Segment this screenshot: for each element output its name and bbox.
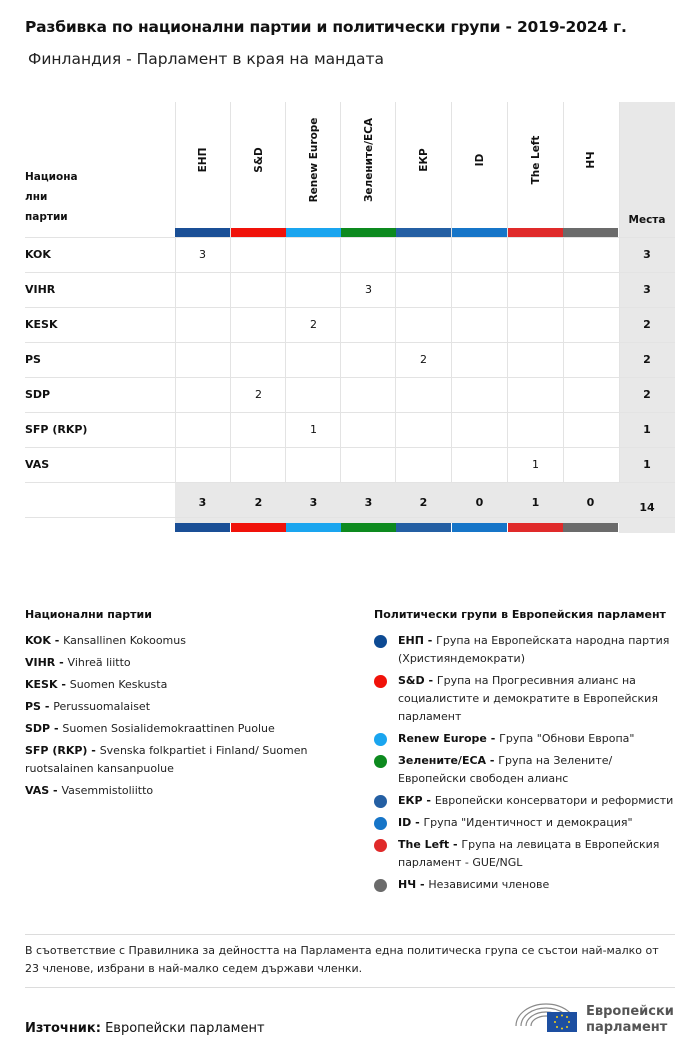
group-total: 3 xyxy=(198,496,207,509)
group-legend-item xyxy=(398,672,680,726)
legend-abbr: VAS xyxy=(25,784,50,797)
legend-name: Група на Европейската народна партия (Християндемократи) xyxy=(398,634,670,665)
grand-total: 14 xyxy=(639,501,655,514)
table-cell: 1 xyxy=(532,458,539,471)
legend-separator: - xyxy=(486,732,500,745)
group-total: 1 xyxy=(531,496,540,509)
group-color-dot xyxy=(374,795,387,808)
legend-abbr: PS xyxy=(25,700,41,713)
page-subtitle: Финландия - Парламент в края на мандата xyxy=(28,50,385,68)
legend-name: Svenska folkpartiet i Finland/ Suomen ruotsalainen kansanpuolue xyxy=(25,744,308,775)
national-party-legend-item xyxy=(25,654,325,672)
seats-header: Места xyxy=(628,214,666,226)
group-color-bar-bottom xyxy=(452,523,507,532)
group-color-bar xyxy=(231,228,286,237)
legend-name: Независими членове xyxy=(428,878,550,891)
table-row-seats: 3 xyxy=(643,283,651,296)
source-line xyxy=(25,1021,265,1036)
legend-abbr: VIHR xyxy=(25,656,56,669)
legend-abbr: KESK xyxy=(25,678,58,691)
group-legend-item xyxy=(398,730,680,748)
legend-abbr: Renew Europe xyxy=(398,732,487,745)
logo-text-line: Европейски xyxy=(586,1004,674,1019)
national-parties-legend-title: Национални партии xyxy=(25,608,152,621)
table-cell: 1 xyxy=(310,423,317,436)
table-row-party: KESK xyxy=(25,318,58,331)
group-color-dot xyxy=(374,839,387,852)
national-party-legend-item xyxy=(25,720,325,738)
grid-line-horizontal xyxy=(25,447,675,448)
legend-separator: - xyxy=(49,784,62,797)
group-header-label: Зелените/ЕСА xyxy=(362,117,375,203)
table-cell: 2 xyxy=(420,353,427,366)
national-party-legend-item xyxy=(25,782,325,800)
group-header-label: Renew Europe xyxy=(307,117,320,203)
table-cell: 2 xyxy=(255,388,262,401)
footnote: В съответствие с Правилника за дейността на Парламента една политическа група се състои най-малко от 23 членове, избрани в най-малко седем държави членки. xyxy=(25,944,659,975)
group-header-label: ЕКР xyxy=(417,148,430,172)
table-row-party: KOK xyxy=(25,248,51,261)
logo-text-line: парламент xyxy=(586,1020,668,1035)
divider xyxy=(25,934,675,935)
logo-text xyxy=(586,1004,674,1036)
group-total: 3 xyxy=(309,496,318,509)
group-legend-item xyxy=(398,836,680,872)
legend-name: Vihreä liitto xyxy=(67,656,131,669)
group-color-dot xyxy=(374,733,387,746)
table-row-seats: 2 xyxy=(643,318,651,331)
legend-abbr: ЕКР xyxy=(398,794,423,807)
legend-separator: - xyxy=(424,674,437,687)
divider xyxy=(25,987,675,988)
grid-line-horizontal xyxy=(25,377,675,378)
legend-name: Suomen Keskusta xyxy=(69,678,168,691)
grid-line-horizontal xyxy=(25,482,675,483)
legend-name: Група на Прогресивния алианс на социалистите и демократите в Европейския парламент xyxy=(398,674,658,723)
group-total: 0 xyxy=(475,496,484,509)
legend-separator: - xyxy=(57,678,70,691)
national-parties-header xyxy=(25,167,95,227)
group-header-4 xyxy=(396,102,451,228)
legend-separator: - xyxy=(50,722,63,735)
legend-name: Kansallinen Kokoomus xyxy=(63,634,186,647)
legend-abbr: Зелените/ЕСА xyxy=(398,754,487,767)
group-color-bar xyxy=(452,228,507,237)
legend-separator: - xyxy=(416,878,429,891)
group-header-label: S&D xyxy=(252,147,265,173)
page-title: Разбивка по национални партии и политически групи - 2019-2024 г. xyxy=(25,18,627,36)
group-color-bar-bottom xyxy=(508,523,563,532)
group-header-7 xyxy=(563,102,618,228)
group-header-label: ID xyxy=(473,153,486,167)
group-header-label: НЧ xyxy=(584,151,597,169)
group-color-dot xyxy=(374,879,387,892)
group-color-bar-bottom xyxy=(563,523,618,532)
legend-abbr: ЕНП xyxy=(398,634,424,647)
legend-name: Perussuomalaiset xyxy=(53,700,151,713)
legend-abbr: KOK xyxy=(25,634,51,647)
legend-separator: - xyxy=(422,794,435,807)
group-color-bar xyxy=(508,228,563,237)
table-row-seats: 1 xyxy=(643,458,651,471)
group-legend-item xyxy=(398,792,680,810)
group-color-bar-bottom xyxy=(396,523,451,532)
legend-abbr: ID xyxy=(398,816,412,829)
legend-name: Европейски консерватори и реформисти xyxy=(434,794,674,807)
group-color-bar xyxy=(286,228,341,237)
group-legend-item xyxy=(398,752,680,788)
legend-name: Suomen Sosialidemokraattinen Puolue xyxy=(62,722,275,735)
national-parties-header-line: партии xyxy=(25,211,68,223)
group-header-1 xyxy=(231,102,286,228)
group-color-bar-bottom xyxy=(231,523,286,532)
national-parties-header-line: лни xyxy=(25,191,48,203)
groups-legend-title: Политически групи в Европейския парламент xyxy=(374,608,666,621)
table-row-seats: 3 xyxy=(643,248,651,261)
grid-line-horizontal xyxy=(25,412,675,413)
group-total: 0 xyxy=(586,496,595,509)
legend-abbr: НЧ xyxy=(398,878,417,891)
group-header-label: ЕНП xyxy=(196,147,209,173)
group-color-bar xyxy=(341,228,396,237)
group-header-label: The Left xyxy=(529,135,542,185)
national-party-legend-item xyxy=(25,742,325,778)
group-header-3 xyxy=(341,102,396,228)
group-color-dot xyxy=(374,755,387,768)
legend-name: Група на левицата в Европейския парламент - GUE/NGL xyxy=(398,838,660,869)
legend-name: Група на Зелените/ Европейски свободен алианс xyxy=(398,754,613,785)
source-value: Европейски парламент xyxy=(105,1021,265,1036)
legend-name: Vasemmistoliitto xyxy=(61,784,154,797)
grid-line-horizontal xyxy=(25,342,675,343)
legend-abbr: SDP xyxy=(25,722,51,735)
legend-separator: - xyxy=(87,744,100,757)
group-total: 3 xyxy=(364,496,373,509)
national-party-legend-item xyxy=(25,698,325,716)
legend-separator: - xyxy=(486,754,499,767)
group-color-bar-bottom xyxy=(286,523,341,532)
legend-separator: - xyxy=(411,816,424,829)
national-party-legend-item xyxy=(25,632,325,650)
legend-name: Група "Идентичност и демокрация" xyxy=(423,816,633,829)
group-legend-item xyxy=(398,632,680,668)
group-header-6 xyxy=(508,102,563,228)
legend-separator: - xyxy=(449,838,462,851)
group-color-bar-bottom xyxy=(341,523,396,532)
group-color-bar xyxy=(396,228,451,237)
table-row-party: SFP (RKP) xyxy=(25,423,88,436)
legend-separator: - xyxy=(50,634,64,647)
group-total: 2 xyxy=(419,496,428,509)
table-row-party: PS xyxy=(25,353,41,366)
grid-line-horizontal xyxy=(25,237,675,238)
legend-separator: - xyxy=(55,656,68,669)
table-row-seats: 1 xyxy=(643,423,651,436)
group-color-bar-bottom xyxy=(175,523,230,532)
grid-line-horizontal xyxy=(25,517,675,518)
grid-line-horizontal xyxy=(25,307,675,308)
group-color-dot xyxy=(374,817,387,830)
legend-abbr: S&D xyxy=(398,674,425,687)
national-parties-header-line: Национа xyxy=(25,171,78,183)
table-cell: 3 xyxy=(199,248,206,261)
source-label: Източник: xyxy=(25,1021,101,1036)
grid-line-horizontal xyxy=(25,272,675,273)
table-row-seats: 2 xyxy=(643,388,651,401)
table-row-seats: 2 xyxy=(643,353,651,366)
table-row-party: VAS xyxy=(25,458,50,471)
legend-separator: - xyxy=(40,700,54,713)
group-legend-item xyxy=(398,814,680,832)
group-header-2 xyxy=(286,102,341,228)
table-cell: 3 xyxy=(365,283,372,296)
group-color-dot xyxy=(374,635,387,648)
national-party-legend-item xyxy=(25,676,325,694)
group-total: 2 xyxy=(254,496,263,509)
group-legend-item xyxy=(398,876,680,894)
table-cell: 2 xyxy=(310,318,317,331)
table-row-party: VIHR xyxy=(25,283,56,296)
group-color-bar xyxy=(563,228,618,237)
table-row-party: SDP xyxy=(25,388,51,401)
legend-separator: - xyxy=(423,634,437,647)
group-color-bar xyxy=(175,228,230,237)
group-header-0 xyxy=(175,102,230,228)
legend-abbr: SFP (RKP) xyxy=(25,744,88,757)
group-color-dot xyxy=(374,675,387,688)
legend-abbr: The Left xyxy=(398,838,450,851)
legend-name: Група "Обнови Европа" xyxy=(499,732,635,745)
group-header-5 xyxy=(452,102,507,228)
